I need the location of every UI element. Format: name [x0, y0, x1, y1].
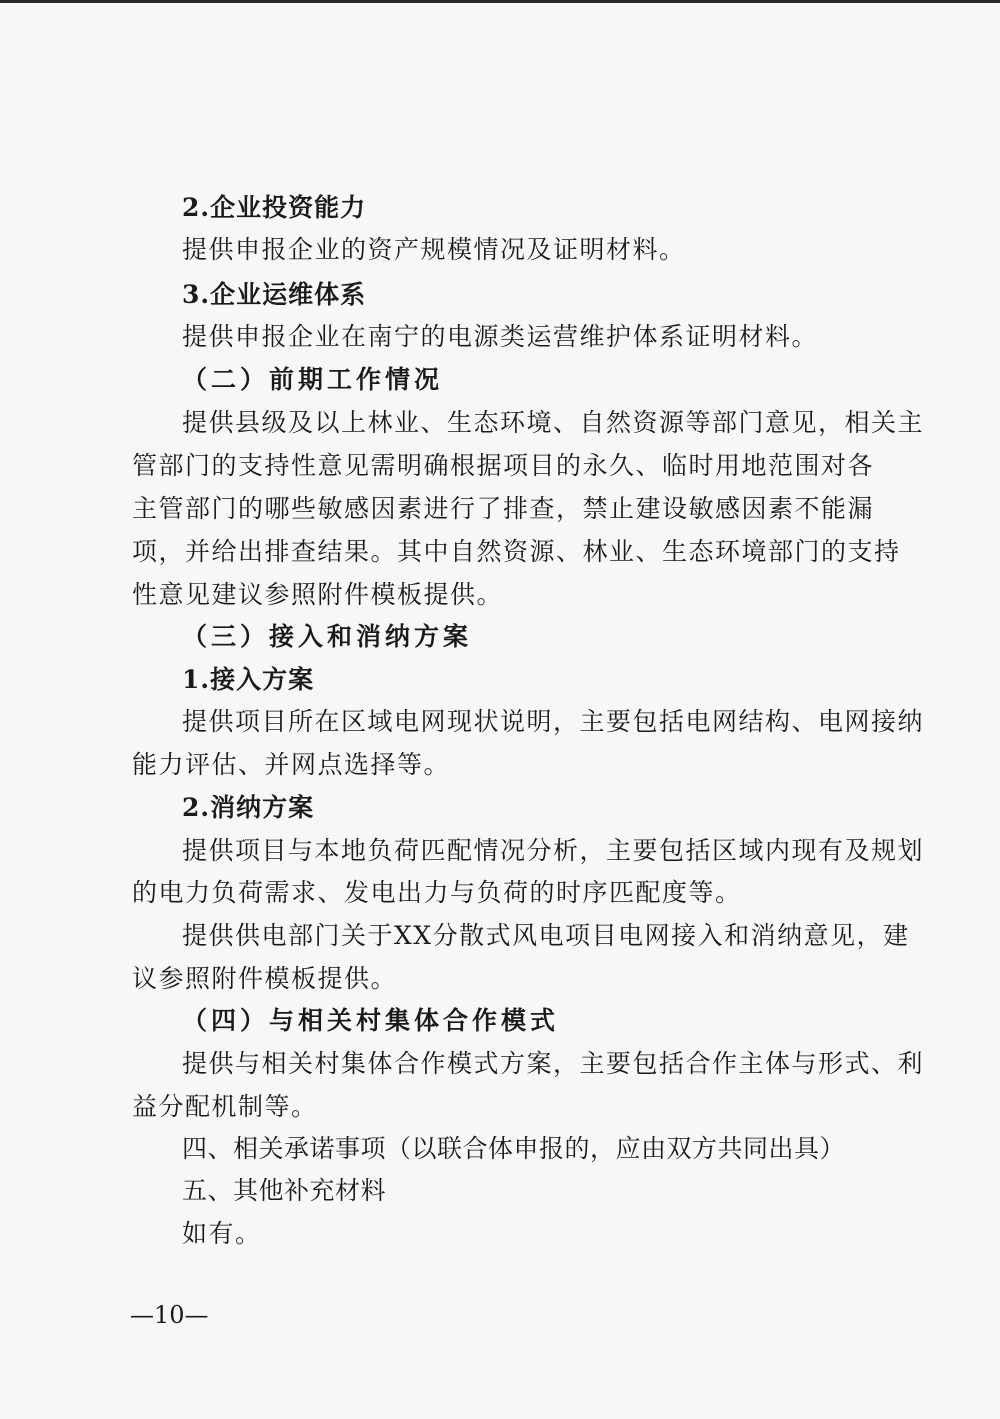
- paragraph-line: 提供项目与本地负荷匹配情况分析，主要包括区域内现有及规划: [182, 836, 925, 865]
- section-heading-access-consumption: （三）接入和消纳方案: [182, 622, 473, 651]
- paragraph-line: 性意见建议参照附件模板提供。: [132, 580, 504, 609]
- paragraph-line: 项，并给出排查结果。其中自然资源、林业、生态环境部门的支持: [132, 537, 901, 566]
- page-number: —10—: [130, 1301, 209, 1329]
- subheading-access-plan: 1.接入方案: [182, 665, 315, 694]
- paragraph-line: 管部门的支持性意见需明确根据项目的永久、临时用地范围对各: [132, 451, 875, 480]
- heading-commitments: 四、相关承诺事项（以联合体申报的，应由双方共同出具）: [182, 1134, 846, 1163]
- paragraph-line: 能力评估、并网点选择等。: [132, 750, 451, 779]
- paragraph-line: 提供项目所在区域电网现状说明，主要包括电网结构、电网接纳: [182, 707, 925, 736]
- paragraph-line: 的电力负荷需求、发电出力与负荷的时序匹配度等。: [132, 878, 742, 907]
- section-heading-village-cooperation: （四）与相关村集体合作模式: [182, 1006, 560, 1035]
- paragraph-line: 议参照附件模板提供。: [132, 964, 398, 993]
- paragraph-line: 益分配机制等。: [132, 1092, 318, 1121]
- paragraph-line: 提供申报企业在南宁的电源类运营维护体系证明材料。: [182, 322, 819, 351]
- paragraph-line: 提供与相关村集体合作模式方案，主要包括合作主体与形式、利: [182, 1049, 925, 1078]
- subheading-enterprise-om: 3.企业运维体系: [182, 280, 367, 309]
- subheading-consumption-plan: 2.消纳方案: [182, 793, 315, 822]
- paragraph-line: 如有。: [182, 1219, 262, 1248]
- paragraph-line: 提供县级及以上林业、生态环境、自然资源等部门意见，相关主: [182, 408, 925, 437]
- paragraph-line: 提供供电部门关于XX分散式风电项目电网接入和消纳意见，建: [182, 921, 910, 950]
- section-heading-preliminary-work: （二）前期工作情况: [182, 365, 444, 394]
- paragraph-line: 提供申报企业的资产规模情况及证明材料。: [182, 235, 686, 264]
- paragraph-line: 主管部门的哪些敏感因素进行了排查，禁止建设敏感因素不能漏: [132, 494, 875, 523]
- heading-other-materials: 五、其他补充材料: [182, 1176, 387, 1205]
- subheading-enterprise-investment: 2.企业投资能力: [182, 193, 367, 222]
